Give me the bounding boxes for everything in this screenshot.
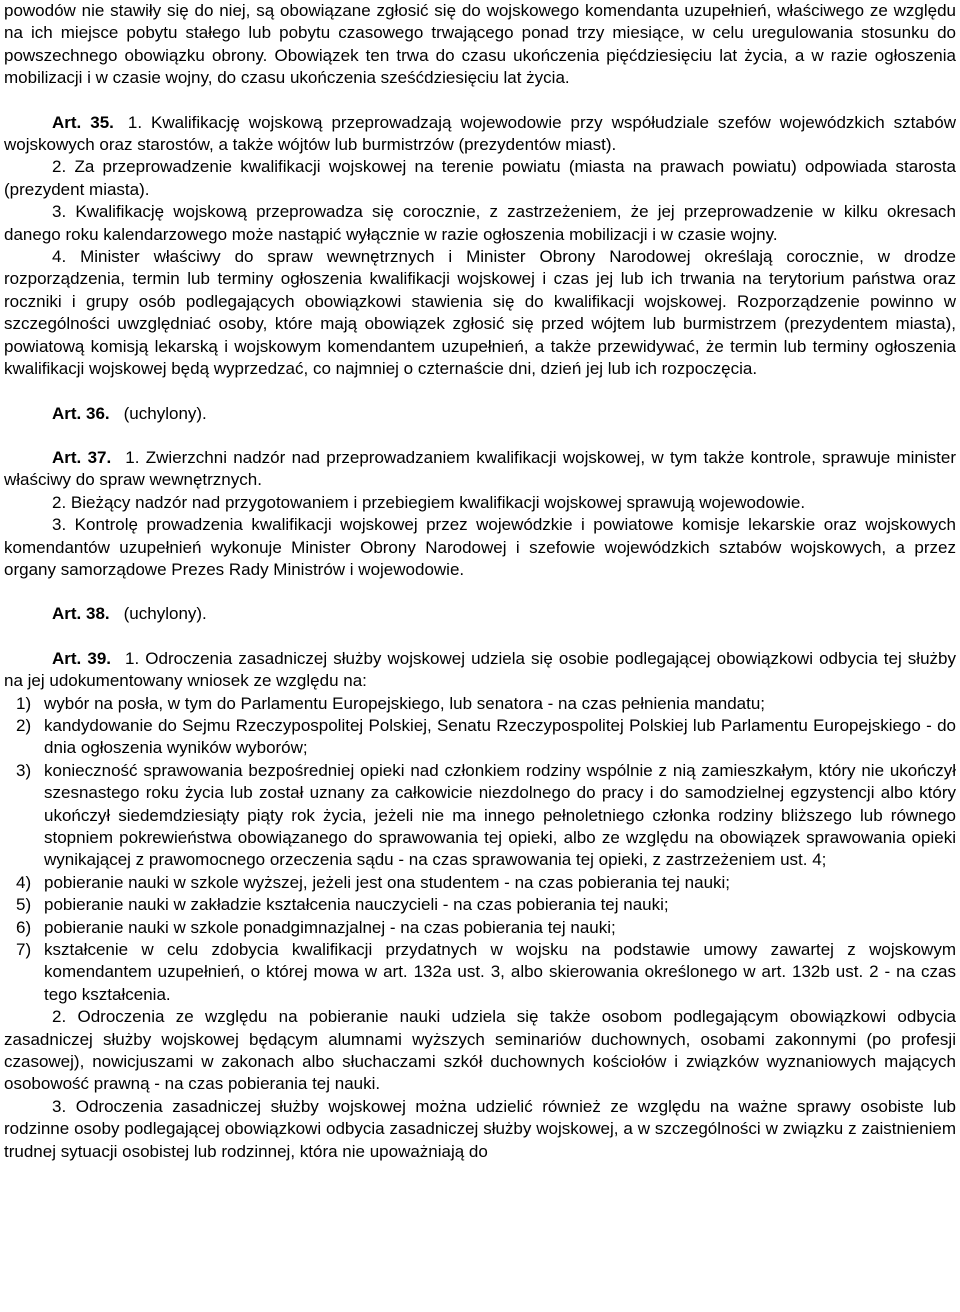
list-item-number: 6) [16, 917, 32, 937]
art39-paragraph-1 [4, 648, 956, 693]
list-item-text: wybór na posła, w tym do Parlamentu Europejskiego, lub senatora - na czas pełnienia mandatu; [44, 693, 766, 713]
list-item [4, 715, 956, 760]
art39-paragraph-3: 3. Odroczenia zasadniczej służby wojskowej można udzielić również ze względu na ważne sprawy osobiste lub rodzinne osoby podlegającej obowiązkowi odbycia zasadniczej służby wojskowej, a w szczególności w związku z zaistnieniem trudnej sytuacji osobistej lub rodzinnej, która nie upoważniają do [4, 1096, 956, 1161]
list-item-number: 1) [16, 693, 32, 713]
art35-p1-text: Kwalifikację wojskową przeprowadzają wojewodowie przy współudziale szefów wojewódzkich sztabów wojskowych oraz starostów, a także wójtów lub burmistrzów (prezydentów miast). [4, 112, 956, 155]
art36-paragraph [4, 403, 956, 425]
art35-paragraph-2: 2. Za przeprowadzenie kwalifikacji wojskowej na terenie powiatu (miasta na prawach powiatu) odpowiada starosta (prezydent miasta). [4, 157, 956, 199]
art36-text: (uchylony). [123, 403, 207, 423]
art39-label: Art. 39. [52, 648, 112, 668]
art39-list [4, 693, 956, 1007]
art37-p1-text: Zwierzchni nadzór nad przeprowadzaniem kwalifikacji wojskowej, w tym także kontrole, sprawuje minister właściwy do spraw wewnętrznych. [4, 447, 956, 490]
list-item [4, 760, 956, 872]
art37-p1-number: 1. [125, 447, 140, 467]
art39-p1-number: 1. [125, 648, 140, 668]
art36-label: Art. 36. [52, 403, 110, 423]
list-item-number: 2) [16, 715, 32, 735]
list-item-text: kształcenie w celu zdobycia kwalifikacji przydatnych w wojsku na podstawie umowy zawartej z wojskowym komendantem uzupełnień, o której mowa w art. 132a ust. 3, albo skierowania określonego w art. 132b ust. 2 - na czas tego kształcenia. [44, 940, 956, 1004]
list-item [4, 693, 956, 715]
art39-p1-text: Odroczenia zasadniczej służby wojskowej udziela się osobie podlegającej obowiązkowi odbycia tej służby na jej udokumentowany wniosek ze względu na: [4, 648, 956, 691]
list-item-text: konieczność sprawowania bezpośredniej opieki nad członkiem rodziny wspólnie z nią zamieszkałym, który nie ukończył szesnastego roku życia lub został uznany za całkowicie niezdolnego do pracy i do samodzielnej egzystencji albo który ukończył siedemdziesiąty piąty rok życia, jeżeli nie ma innego pełnoletniego członka rodziny bliższego lub równego stopniem pokrewieństwa obowiązanego do sprawowania tej opieki, albo ze względu na obowiązek sprawowania opieki wynikającej z prawomocnego orzeczenia sądu - na czas sprawowania tej opieki, z zastrzeżeniem ust. 4; [44, 760, 956, 870]
list-item [4, 894, 956, 916]
art39-paragraph-2: 2. Odroczenia ze względu na pobieranie nauki udziela się także osobom podlegającym obowiązkowi odbycia zasadniczej służby wojskowej będącym alumnami wyższych seminariów duchownych, osobami zakonnymi (po profesji czasowej), nowicjuszami w zakonach albo słuchaczami szkół duchownych kościołów i związków wyznaniowych mających osobowość prawną - na czas pobierania tej nauki. [4, 1007, 956, 1094]
intro-paragraph: powodów nie stawiły się do niej, są obowiązane zgłosić się do wojskowego komendanta uzupełnień, właściwego ze względu na ich miejsce pobytu stałego lub pobytu czasowego trwającego ponad trzy miesiące, w celu uregulowania stosunku do powszechnego obowiązku obrony. Obowiązek ten trwa do czasu ukończenia pięćdziesięciu lat życia, a w razie ogłoszenia mobilizacji i w czasie wojny, do czasu ukończenia sześćdziesięciu lat życia. [4, 1, 956, 88]
list-item-text: pobieranie nauki w zakładzie kształcenia nauczycieli - na czas pobierania tej nauki; [44, 895, 669, 915]
art38-paragraph [4, 603, 956, 625]
list-item-text: pobieranie nauki w szkole wyższej, jeżeli jest ona studentem - na czas pobierania tej nauki; [44, 872, 731, 892]
list-item-text: kandydowanie do Sejmu Rzeczypospolitej Polskiej, Senatu Rzeczypospolitej Polskiej lub Parlamentu Europejskiego - do dnia ogłoszenia wyników wyborów; [44, 715, 956, 758]
art37-paragraph-2: 2. Bieżący nadzór nad przygotowaniem i przebiegiem kwalifikacji wojskowej sprawują wojewodowie. [52, 492, 806, 512]
list-item [4, 872, 956, 894]
list-item [4, 939, 956, 1006]
art38-text: (uchylony). [123, 604, 207, 624]
list-item [4, 917, 956, 939]
list-item-text: pobieranie nauki w szkole ponadgimnazjalnej - na czas pobierania tej nauki; [44, 917, 616, 937]
art35-paragraph-4: 4. Minister właściwy do spraw wewnętrznych i Minister Obrony Narodowej określają corocznie, w drodze rozporządzenia, termin lub terminy ogłoszenia kwalifikacji wojskowej i czas jej lub ich trwania na terytorium państwa oraz roczniki i grupy osób podlegających obowiązkowi stawienia się do kwalifikacji wojskowej. Rozporządzenie powinno w szczególności uwzględniać osoby, które mają obowiązek zgłosić się przed wójtem lub burmistrzem (prezydentem miasta), powiatową komisją lekarską i wojskowym komendantem uzupełnień, a także przewidywać, że termin lub terminy ogłoszenia kwalifikacji wojskowej będą wyprzedzać, co najmniej o czternaście dni, dzień jej lub ich rozpoczęcia. [4, 247, 956, 379]
art38-label: Art. 38. [52, 604, 110, 624]
art35-paragraph-1 [4, 112, 956, 157]
art35-p1-number: 1. [127, 112, 143, 132]
list-item-number: 7) [16, 940, 32, 960]
art35-paragraph-3: 3. Kwalifikację wojskową przeprowadza się corocznie, z zastrzeżeniem, że jej przeprowadzenie w kilku okresach danego roku kalendarzowego może nastąpić wyłącznie w razie ogłoszenia mobilizacji i w czasie wojny. [4, 202, 956, 244]
list-item-number: 3) [16, 760, 32, 780]
list-item-number: 5) [16, 895, 32, 915]
art37-label: Art. 37. [52, 447, 112, 467]
art37-paragraph-1 [4, 447, 956, 492]
list-item-number: 4) [16, 872, 32, 892]
art35-label: Art. 35. [52, 112, 114, 132]
art37-paragraph-3: 3. Kontrolę prowadzenia kwalifikacji wojskowej przez wojewódzkie i powiatowe komisje lekarskie oraz wojskowych komendantów uzupełnień wykonuje Minister Obrony Narodowej i szefowie wojewódzkich sztabów wojskowych, a przez organy samorządowe Prezes Rady Ministrów i wojewodowie. [4, 515, 956, 579]
